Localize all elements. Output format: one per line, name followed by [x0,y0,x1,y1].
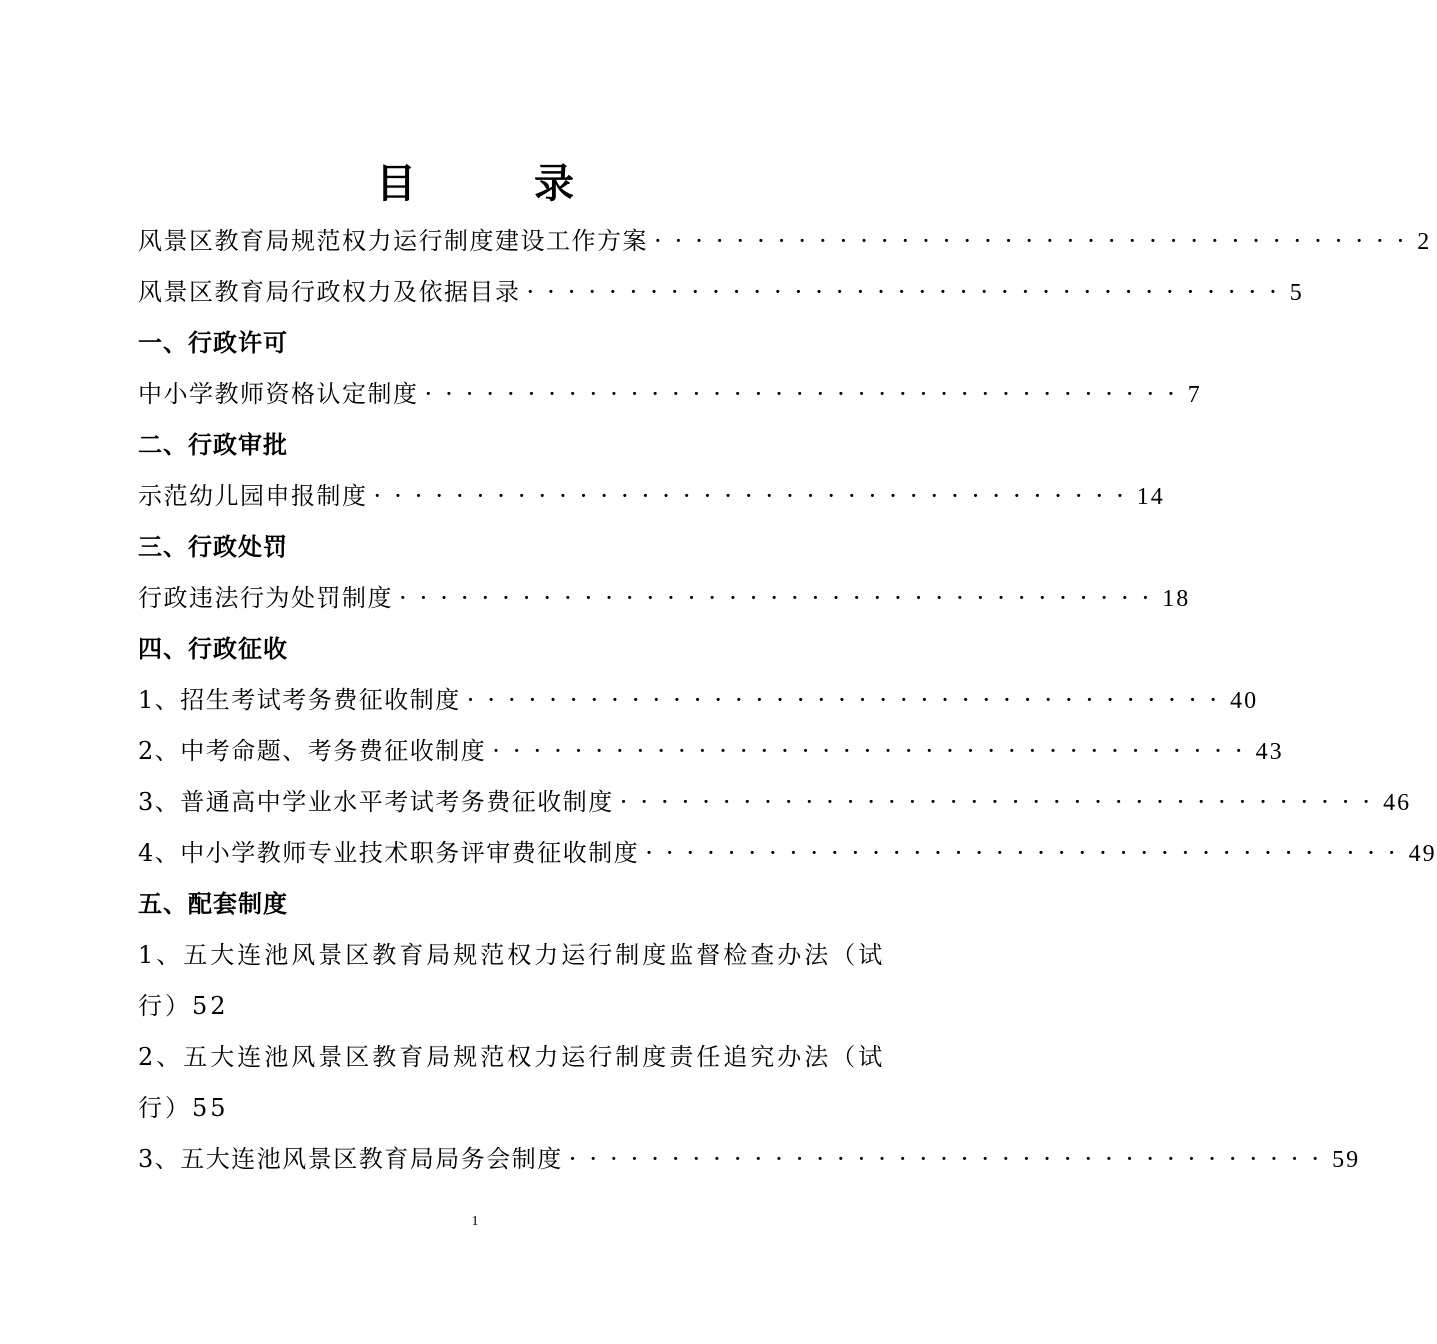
toc-entry-title: 风景区教育局规范权力运行制度建设工作方案 [138,227,648,255]
toc-entry [138,471,1165,522]
toc-dot-leader: ····································· [568,1145,1333,1173]
toc-entry-line: 2、五大连池风景区教育局规范权力运行制度责任追究办法（试 [138,1043,886,1071]
toc-entry-title: 示范幼儿园申报制度 [138,482,368,510]
toc-section-heading: 五、配套制度 [138,890,288,918]
toc-entry [138,267,1304,318]
toc-entry [138,675,1259,726]
toc-section-heading: 三、行政处罚 [138,533,288,561]
toc-section-heading: 一、行政许可 [138,329,288,357]
toc-entry-page: 59 [1332,1147,1361,1173]
toc-entry-line: 行）55 [138,1094,229,1122]
toc-entry-line: 1、五大连池风景区教育局规范权力运行制度监督检查办法（试 [138,941,886,969]
toc-dot-leader: ····································· [619,788,1384,816]
toc-entry-page: 46 [1383,790,1412,816]
toc-dot-leader: ····································· [373,482,1137,510]
toc-section-heading: 四、行政征收 [138,635,288,663]
toc-entry [138,573,1191,624]
page-title: 目 录 [376,161,626,207]
toc-dot-leader: ····································· [654,227,1418,255]
toc-dot-leader: ····································· [645,839,1409,867]
toc-entry-page: 43 [1255,739,1284,765]
toc-entry [138,777,1412,828]
toc-entry-title: 风景区教育局行政权力及依据目录 [138,278,521,306]
toc-entry-page: 40 [1230,688,1259,714]
toc-dot-leader: ····································· [424,380,1188,408]
toc-dot-leader: ····································· [526,278,1290,306]
toc-section-heading: 二、行政审批 [138,431,288,459]
toc-dot-leader: ····································· [492,737,1256,765]
toc-entry-title: 1、招生考试考务费征收制度 [138,686,461,714]
toc-entry-line: 行）52 [138,992,229,1020]
toc-entry-title: 3、普通高中学业水平考试考务费征收制度 [138,788,614,816]
toc-entry [138,726,1284,777]
toc-entry-page: 2 [1417,229,1432,255]
toc-entry [138,1134,1361,1185]
toc-entry [138,828,1437,879]
toc-dot-leader: ····································· [399,584,1163,612]
table-of-contents [138,216,1437,1185]
toc-dot-leader: ····································· [466,686,1231,714]
toc-entry-page: 49 [1408,841,1437,867]
toc-entry-page: 18 [1162,586,1191,612]
toc-entry-title: 行政违法行为处罚制度 [138,584,393,612]
toc-entry-title: 4、中小学教师专业技术职务评审费征收制度 [138,839,640,867]
toc-entry-page: 5 [1289,280,1304,306]
toc-entry-title: 中小学教师资格认定制度 [138,380,419,408]
toc-entry [138,369,1202,420]
toc-entry-page: 7 [1187,382,1202,408]
toc-entry [138,216,1432,267]
toc-entry-title: 2、中考命题、考务费征收制度 [138,737,487,765]
toc-entry-page: 14 [1136,484,1165,510]
page-number: 1 [471,1214,479,1229]
toc-entry-title: 3、五大连池风景区教育局局务会制度 [138,1145,563,1173]
